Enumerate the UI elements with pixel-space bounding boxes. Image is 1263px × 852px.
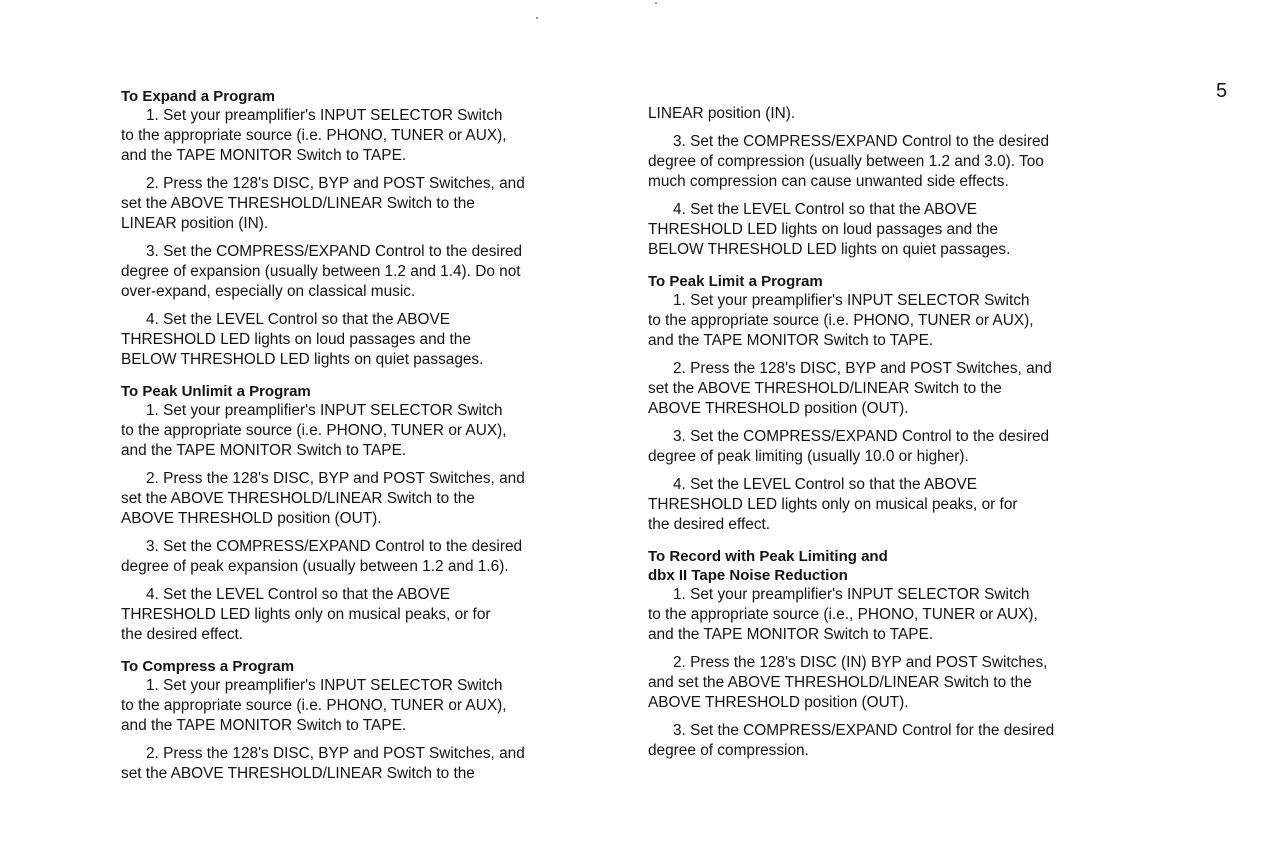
instruction-section: [121, 657, 611, 784]
text-line: THRESHOLD LED lights on loud passages and the: [648, 221, 998, 238]
instruction-step: [648, 132, 1138, 192]
section-heading: To Record with Peak Limiting and: [648, 548, 888, 565]
text-line: set the ABOVE THRESHOLD/LINEAR Switch to the: [121, 765, 475, 782]
section-heading: To Peak Limit a Program: [648, 273, 823, 290]
page-number: 5: [1216, 80, 1228, 102]
text-line: 4. Set the LEVEL Control so that the ABOVE: [146, 586, 451, 603]
text-line: 2. Press the 128's DISC (IN) BYP and POST Switches,: [673, 654, 1048, 671]
instruction-step: [648, 291, 1138, 351]
text-line: 3. Set the COMPRESS/EXPAND Control to the desired: [146, 243, 523, 260]
instruction-section: [648, 272, 1138, 535]
text-line: the desired effect.: [648, 516, 771, 533]
instruction-section: [121, 87, 611, 370]
text-line: 3. Set the COMPRESS/EXPAND Control to the desired: [673, 133, 1050, 150]
text-line: set the ABOVE THRESHOLD/LINEAR Switch to the: [121, 195, 475, 212]
text-line: 3. Set the COMPRESS/EXPAND Control to the desired: [146, 538, 523, 555]
text-line: 2. Press the 128's DISC, BYP and POST Switches, and: [146, 745, 525, 762]
instruction-step: [648, 653, 1138, 713]
section-heading: dbx II Tape Noise Reduction: [648, 567, 848, 584]
text-line: THRESHOLD LED lights only on musical peaks, or for: [648, 496, 1018, 513]
text-line: set the ABOVE THRESHOLD/LINEAR Switch to the: [648, 380, 1002, 397]
text-line: degree of peak expansion (usually between 1.2 and 1.6).: [121, 558, 509, 575]
text-line: 1. Set your preamplifier's INPUT SELECTOR Switch: [673, 292, 1030, 309]
text-line: 1. Set your preamplifier's INPUT SELECTOR Switch: [146, 402, 503, 419]
text-line: 4. Set the LEVEL Control so that the ABOVE: [146, 311, 451, 328]
text-line: ABOVE THRESHOLD position (OUT).: [121, 510, 382, 527]
text-line: to the appropriate source (i.e. PHONO, TUNER or AUX),: [121, 422, 507, 439]
instruction-step: [648, 585, 1138, 645]
text-line: 2. Press the 128's DISC, BYP and POST Switches, and: [673, 360, 1052, 377]
text-line: 1. Set your preamplifier's INPUT SELECTOR Switch: [146, 677, 503, 694]
text-line: and the TAPE MONITOR Switch to TAPE.: [648, 332, 934, 349]
section-heading: To Peak Unlimit a Program: [121, 383, 311, 400]
instruction-step: [121, 469, 611, 529]
instruction-step: [648, 721, 1138, 761]
scan-speck: [536, 17, 538, 19]
text-line: ABOVE THRESHOLD position (OUT).: [648, 400, 909, 417]
right-column: [648, 104, 1138, 773]
text-line: set the ABOVE THRESHOLD/LINEAR Switch to the: [121, 490, 475, 507]
instruction-section: [648, 104, 1138, 260]
text-line: 2. Press the 128's DISC, BYP and POST Switches, and: [146, 470, 525, 487]
scan-speck: [655, 2, 657, 4]
text-line: degree of peak limiting (usually 10.0 or higher).: [648, 448, 969, 465]
text-line: 2. Press the 128's DISC, BYP and POST Switches, and: [146, 175, 525, 192]
text-line: THRESHOLD LED lights only on musical peaks, or for: [121, 606, 491, 623]
text-line: and the TAPE MONITOR Switch to TAPE.: [121, 442, 407, 459]
text-line: to the appropriate source (i.e. PHONO, TUNER or AUX),: [121, 127, 507, 144]
instruction-step: [648, 200, 1138, 260]
text-line: and the TAPE MONITOR Switch to TAPE.: [121, 717, 407, 734]
instruction-step: [121, 744, 611, 784]
text-line: to the appropriate source (i.e. PHONO, TUNER or AUX),: [121, 697, 507, 714]
instruction-section: [648, 547, 1138, 761]
text-line: BELOW THRESHOLD LED lights on quiet passages.: [121, 351, 484, 368]
text-line: to the appropriate source (i.e. PHONO, TUNER or AUX),: [648, 312, 1034, 329]
left-column: [121, 87, 611, 796]
instruction-step: [121, 585, 611, 645]
instruction-step: [121, 537, 611, 577]
text-line: and the TAPE MONITOR Switch to TAPE.: [648, 626, 934, 643]
text-line: 3. Set the COMPRESS/EXPAND Control to the desired: [673, 428, 1050, 445]
text-line: 4. Set the LEVEL Control so that the ABOVE: [673, 476, 978, 493]
text-line: 1. Set your preamplifier's INPUT SELECTOR Switch: [146, 107, 503, 124]
text-line: ABOVE THRESHOLD position (OUT).: [648, 694, 909, 711]
instruction-step: [121, 106, 611, 166]
instruction-section: [121, 382, 611, 645]
text-line: to the appropriate source (i.e., PHONO, TUNER or AUX),: [648, 606, 1038, 623]
text-line: degree of expansion (usually between 1.2 and 1.4). Do not: [121, 263, 521, 280]
instruction-step: [121, 242, 611, 302]
text-line: THRESHOLD LED lights on loud passages and the: [121, 331, 471, 348]
text-line: 4. Set the LEVEL Control so that the ABOVE: [673, 201, 978, 218]
instruction-step: [121, 401, 611, 461]
text-line: over-expand, especially on classical music.: [121, 283, 416, 300]
text-line: LINEAR position (IN).: [121, 215, 269, 232]
text-line: and set the ABOVE THRESHOLD/LINEAR Switch to the: [648, 674, 1032, 691]
instruction-step: [648, 475, 1138, 535]
instruction-step: [648, 104, 1138, 124]
text-line: and the TAPE MONITOR Switch to TAPE.: [121, 147, 407, 164]
text-line: degree of compression.: [648, 742, 809, 759]
instruction-step: [121, 174, 611, 234]
instruction-step: [121, 310, 611, 370]
instruction-step: [648, 427, 1138, 467]
text-line: the desired effect.: [121, 626, 244, 643]
instruction-step: [121, 676, 611, 736]
section-heading: To Compress a Program: [121, 658, 295, 675]
text-line: LINEAR position (IN).: [648, 105, 796, 122]
instruction-step: [648, 359, 1138, 419]
text-line: 3. Set the COMPRESS/EXPAND Control for the desired: [673, 722, 1055, 739]
text-line: 1. Set your preamplifier's INPUT SELECTOR Switch: [673, 586, 1030, 603]
text-line: BELOW THRESHOLD LED lights on quiet passages.: [648, 241, 1011, 258]
text-line: degree of compression (usually between 1.2 and 3.0). Too: [648, 153, 1044, 170]
section-heading: To Expand a Program: [121, 88, 275, 105]
text-line: much compression can cause unwanted side effects.: [648, 173, 1009, 190]
